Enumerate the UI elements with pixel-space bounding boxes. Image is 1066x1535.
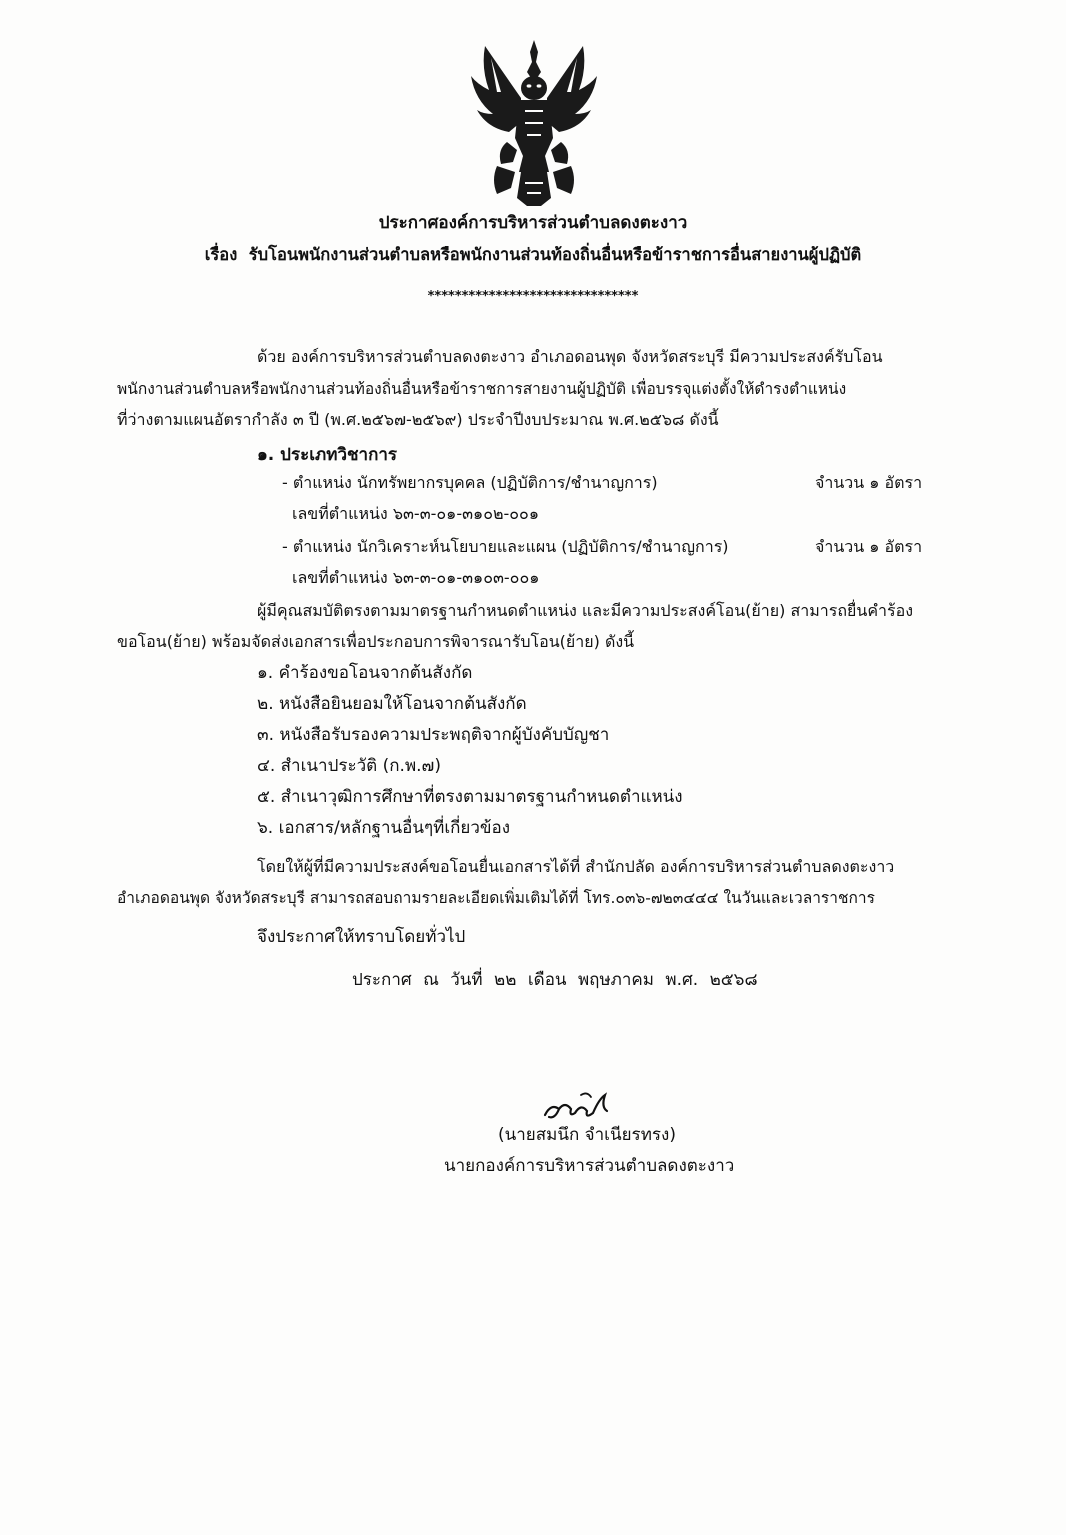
position-2-title: - ตำแหน่ง นักวิเคราะห์นโยบายและแผน (ปฏิบัติการ/ชำนาญการ) [282, 537, 729, 556]
closing-statement: จึงประกาศให้ทราบโดยทั่วไป [257, 927, 466, 947]
document-item-1: ๑. คำร้องขอโอนจากต้นสังกัด [257, 663, 473, 683]
announcement-subject [0, 244, 1066, 266]
document-item-5: ๕. สำเนาวุฒิการศึกษาที่ตรงตามมาตรฐานกำหนดตำแหน่ง [257, 787, 683, 807]
qualification-line-2: ขอโอน(ย้าย) พร้อมจัดส่งเอกสารเพื่อประกอบการพิจารณารับโอน(ย้าย) ดังนี้ [117, 632, 635, 651]
document-item-4: ๔. สำเนาประวัติ (ก.พ.๗) [257, 756, 441, 776]
position-1-title: - ตำแหน่ง นักทรัพยากรบุคคล (ปฏิบัติการ/ชำนาญการ) [282, 473, 658, 492]
document-item-6: ๖. เอกสาร/หลักฐานอื่นๆที่เกี่ยวข้อง [257, 818, 511, 838]
position-2-number: เลขที่ตำแหน่ง ๖๓-๓-๐๑-๓๑๐๓-๐๐๑ [292, 568, 540, 587]
position-1-count: จำนวน ๑ อัตรา [815, 473, 923, 492]
document-item-3: ๓. หนังสือรับรองความประพฤติจากผู้บังคับบัญชา [257, 725, 610, 745]
separator: ******************************* [427, 289, 639, 304]
garuda-emblem-icon [467, 38, 601, 208]
document-item-2: ๒. หนังสือยินยอมให้โอนจากต้นสังกัด [257, 694, 527, 714]
qualification-line-1: ผู้มีคุณสมบัติตรงตามมาตรฐานกำหนดตำแหน่ง และมีความประสงค์โอน(ย้าย) สามารถยื่นคำร้อง [257, 601, 914, 620]
subject-label: เรื่อง [204, 245, 238, 264]
position-1-number: เลขที่ตำแหน่ง ๖๓-๓-๐๑-๓๑๐๒-๐๐๑ [292, 504, 539, 523]
announcement-date: ประกาศ ณ วันที่ ๒๒ เดือน พฤษภาคม พ.ศ. ๒๕๖๘ [352, 970, 758, 990]
contact-line-1: โดยให้ผู้ที่มีความประสงค์ขอโอนยื่นเอกสารได้ที่ สำนักปลัด องค์การบริหารส่วนตำบลดงตะงาว [257, 857, 895, 876]
signature-mark [541, 1089, 613, 1129]
intro-line-2: พนักงานส่วนตำบลหรือพนักงานส่วนท้องถิ่นอื่นหรือข้าราชการสายงานผู้ปฏิบัติ เพื่อบรรจุแต่งตั้งให้ดำรงตำแหน่ง [117, 380, 847, 398]
signatory-position: นายกองค์การบริหารส่วนตำบลดงตะงาว [444, 1156, 735, 1176]
intro-line-3: ที่ว่างตามแผนอัตรากำลัง ๓ ปี (พ.ศ.๒๕๖๗-๒๕๖๙) ประจำปีงบประมาณ พ.ศ.๒๕๖๘ ดังนี้ [117, 410, 719, 429]
intro-line-1: ด้วย องค์การบริหารส่วนตำบลดงตะงาว อำเภอดอนพุด จังหวัดสระบุรี มีความประสงค์รับโอน [257, 347, 883, 366]
category-heading: ๑. ประเภทวิชาการ [257, 445, 398, 465]
signatory-name: (นายสมนึก จำเนียรทรง) [498, 1125, 676, 1145]
announcement-title: ประกาศองค์การบริหารส่วนตำบลดงตะงาว [378, 213, 688, 233]
subject-text: รับโอนพนักงานส่วนตำบลหรือพนักงานส่วนท้องถิ่นอื่นหรือข้าราชการอื่นสายงานผู้ปฏิบัติ [248, 245, 862, 264]
position-2-count: จำนวน ๑ อัตรา [815, 537, 923, 556]
contact-line-2: อำเภอดอนพุด จังหวัดสระบุรี สามารถสอบถามรายละเอียดเพิ่มเติมได้ที่ โทร.๐๓๖-๗๒๓๔๔๔ ในวันและเวลาราชการ [117, 889, 875, 907]
